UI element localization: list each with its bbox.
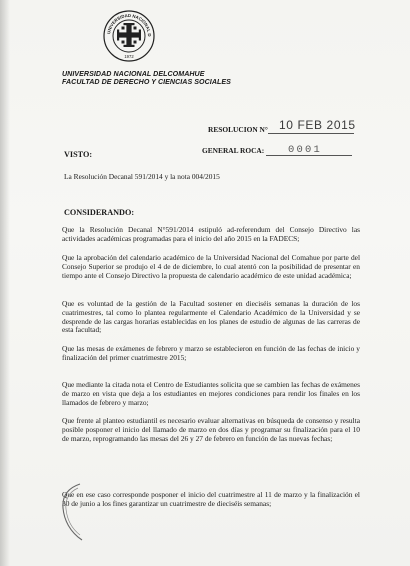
considerando-paragraph: Que mediante la citada nota el Centro de Estudiantes solicita que se cambien las fechas de exámenes de marzo en vista que deja a los estudiantes en mejores condiciones para rendir los finales en los llamados de febrero y marzo;	[62, 380, 360, 407]
seal-year: 1972	[124, 54, 134, 59]
seal-ring-text: UNIVERSIDAD NACIONAL D	[106, 12, 153, 37]
considerando-heading: CONSIDERANDO:	[64, 208, 135, 217]
considerando-paragraph: Que las mesas de exámenes de febrero y marzo se establecieron en función de las fechas de inicio y finalización del primer cuatrimestre 2015;	[62, 344, 360, 362]
handwritten-bracket-mark	[54, 482, 88, 542]
considerando-paragraph: Que la aprobación del calendario académico de la Universidad Nacional del Comahue por parte del Consejo Superior se produjo el 4 de de diciembre, lo cual atentó con la posibilidad de presentar en tiempo ante el Consejo Directivo la propuesta de calendario académico de este unidad académica;	[62, 253, 360, 280]
place-label: GENERAL ROCA:	[202, 146, 265, 155]
resolution-underline	[268, 133, 354, 134]
date-stamp: 10 FEB 2015	[279, 118, 356, 132]
faculty-name: FACULTAD DE DERECHO Y CIENCIAS SOCIALES	[62, 78, 231, 87]
considerando-paragraph: Que es voluntad de la gestión de la Facultad sostener en dieciséis semanas la duración de los cuatrimestres, tal como lo plantea regularmente el Calendario Académico de la Universidad y se desprende de las cargas horarias establecidas en los planes de estudio de algunas de las carreras de esta facultad;	[62, 299, 360, 335]
university-seal-icon	[102, 6, 156, 66]
considerando-paragraph: Que la Resolución Decanal N°591/2014 estipuló ad-referendum del Consejo Directivo las actividades académicas programadas para el inicio del año 2015 en la FADECS;	[62, 225, 360, 243]
university-name: UNIVERSIDAD NACIONAL DELCOMAHUE	[62, 70, 205, 78]
institution-header	[62, 70, 231, 87]
visto-text: La Resolución Decanal 591/2014 y la nota 004/2015	[64, 172, 220, 181]
number-stamp: 0001	[288, 144, 323, 156]
place-underline	[266, 155, 352, 156]
resolution-label: RESOLUCION N°	[208, 125, 268, 134]
considerando-paragraph: Que frente al planteo estudiantil es necesario evaluar alternativas en búsqueda de consenso y resulta posible posponer el inicio del llamado de marzo en dos días y programar su finalización para el 10 de marzo, reprogramando las mesas del 26 y 27 de febrero en función de las nuevas fechas;	[62, 416, 360, 443]
page-edge-shadow	[0, 0, 10, 566]
visto-heading: VISTO:	[64, 150, 93, 159]
considerando-paragraph: Que en ese caso corresponde posponer el inicio del cuatrimestre al 11 de marzo y la finalización el 30 de junio a los fines garantizar un cuatrimestre de dieciséis semanas;	[62, 490, 360, 508]
